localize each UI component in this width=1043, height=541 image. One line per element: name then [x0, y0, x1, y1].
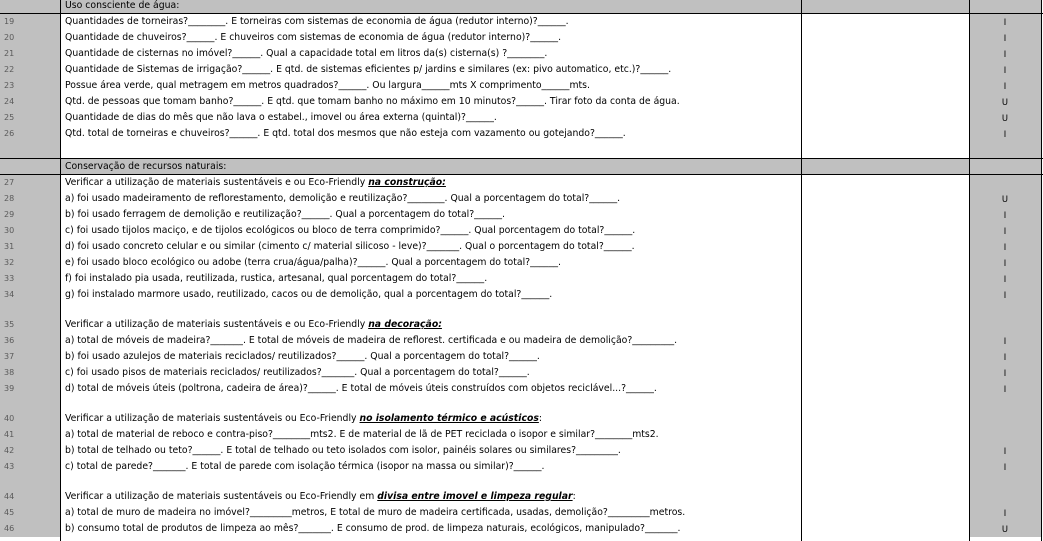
- type-code: [969, 303, 1041, 317]
- answer-cell[interactable]: [801, 521, 969, 537]
- question-row: [0, 126, 1043, 142]
- row-number: 40: [0, 411, 60, 427]
- row-number: 41: [0, 427, 60, 443]
- type-code: I: [969, 381, 1041, 397]
- row-number: 26: [0, 126, 60, 142]
- question-text: Quantidade de chuveiros?______. E chuveiros com sistemas de economia de água (redutor interno)?______.: [60, 30, 801, 46]
- row-number: 32: [0, 255, 60, 271]
- question-row: [0, 505, 1043, 521]
- type-code: I: [969, 14, 1041, 30]
- question-row: [0, 333, 1043, 349]
- type-code: [969, 0, 1041, 14]
- type-code: I: [969, 271, 1041, 287]
- row-number: [0, 0, 60, 14]
- question-text: Qtd. de pessoas que tomam banho?______. E qtd. que tomam banho no máximo em 10 minutos?______. Tirar foto da conta de água.: [60, 94, 801, 110]
- answer-cell: [801, 303, 969, 317]
- type-code: I: [969, 287, 1041, 303]
- answer-cell[interactable]: [801, 349, 969, 365]
- question-text: Quantidade de Sistemas de irrigação?______. E qtd. de sistemas eficientes p/ jardins e similares (ex: pivo automatico, etc.)?______.: [60, 62, 801, 78]
- question-row: [0, 349, 1043, 365]
- answer-cell[interactable]: [801, 159, 969, 175]
- type-code: U: [969, 94, 1041, 110]
- question-text: Quantidades de torneiras?________. E torneiras com sistemas de economia de água (redutor interno)?______.: [60, 14, 801, 30]
- type-code: I: [969, 365, 1041, 381]
- question-text: [60, 411, 801, 427]
- row-number: [0, 159, 60, 175]
- answer-cell[interactable]: [801, 489, 969, 505]
- type-code: I: [969, 30, 1041, 46]
- type-code: I: [969, 62, 1041, 78]
- question-row: [0, 443, 1043, 459]
- type-code: [969, 427, 1041, 443]
- type-code: [969, 317, 1041, 333]
- type-code: I: [969, 239, 1041, 255]
- answer-cell[interactable]: [801, 30, 969, 46]
- row-number: 37: [0, 349, 60, 365]
- title-prefix: Verificar a utilização de materiais sustentáveis e ou Eco-Friendly: [65, 319, 369, 330]
- question-row: [0, 459, 1043, 475]
- question-text: g) foi instalado marmore usado, reutilizado, cacos ou de demolição, qual a porcentagem do total?______.: [60, 287, 801, 303]
- title-prefix: Verificar a utilização de materiais sustentáveis ou Eco-Friendly: [65, 413, 360, 424]
- question-row: [0, 287, 1043, 303]
- row-number: 35: [0, 317, 60, 333]
- column-rule: [60, 0, 61, 541]
- empty-row: [0, 142, 1043, 158]
- question-row: [0, 191, 1043, 207]
- type-code: I: [969, 443, 1041, 459]
- spacer-text: [60, 397, 801, 411]
- question-row: [0, 381, 1043, 397]
- question-row: [0, 255, 1043, 271]
- row-number: 38: [0, 365, 60, 381]
- question-text: a) total de material de reboco e contra-piso?________mts2. E de material de lã de PET reciclada o isopor e similar?________mts2.: [60, 427, 801, 443]
- row-number: 21: [0, 46, 60, 62]
- question-text: d) foi usado concreto celular e ou similar (cimento c/ material silicoso - leve)?_______. Qual o porcentagem do total?______.: [60, 239, 801, 255]
- group-title-row: [0, 175, 1043, 191]
- type-code: [969, 475, 1041, 489]
- row-number: 23: [0, 78, 60, 94]
- section-header-row: [0, 159, 1043, 175]
- row-number: 39: [0, 381, 60, 397]
- answer-cell[interactable]: [801, 78, 969, 94]
- row-number: [0, 142, 60, 158]
- title-emphasis: na decoração:: [368, 319, 442, 330]
- group-title-row: [0, 411, 1043, 427]
- row-number: 46: [0, 521, 60, 537]
- type-code: I: [969, 349, 1041, 365]
- answer-cell[interactable]: [801, 427, 969, 443]
- question-text: f) foi instalado pia usada, reutilizada, rustica, artesanal, qual porcentagem do total?______.: [60, 271, 801, 287]
- type-code: I: [969, 333, 1041, 349]
- type-code: I: [969, 255, 1041, 271]
- question-row: [0, 78, 1043, 94]
- spacer-text: [60, 303, 801, 317]
- question-text: [60, 175, 801, 191]
- type-code: [969, 159, 1041, 175]
- title-prefix: Verificar a utilização de materiais sustentáveis e ou Eco-Friendly: [65, 177, 369, 188]
- row-number: [0, 397, 60, 411]
- type-code: [969, 175, 1041, 191]
- group-title-row: [0, 489, 1043, 505]
- answer-cell[interactable]: [801, 239, 969, 255]
- answer-cell[interactable]: [801, 443, 969, 459]
- question-text: b) total de telhado ou teto?______. E total de telhado ou teto isolados com isolor, painéis solares ou similares?_________.: [60, 443, 801, 459]
- spacer-text: [60, 475, 801, 489]
- answer-cell[interactable]: [801, 459, 969, 475]
- title-suffix: :: [538, 413, 543, 424]
- section-header: Conservação de recursos naturais:: [60, 159, 801, 175]
- row-number: 34: [0, 287, 60, 303]
- question-row: [0, 521, 1043, 537]
- title-emphasis: no isolamento térmico e acústicos: [359, 413, 539, 424]
- answer-cell[interactable]: [801, 411, 969, 427]
- type-code: I: [969, 126, 1041, 142]
- row-number: 44: [0, 489, 60, 505]
- answer-cell[interactable]: [801, 175, 969, 191]
- title-prefix: Verificar a utilização de materiais sustentáveis ou Eco-Friendly em: [65, 491, 378, 502]
- question-row: [0, 239, 1043, 255]
- answer-cell[interactable]: [801, 0, 969, 14]
- question-row: [0, 94, 1043, 110]
- question-row: [0, 271, 1043, 287]
- answer-cell: [801, 475, 969, 489]
- answer-cell[interactable]: [801, 110, 969, 126]
- question-text: Quantidade de dias do mês que não lava o estabel., imovel ou área externa (quintal)?______.: [60, 110, 801, 126]
- row-number: 28: [0, 191, 60, 207]
- type-code: [969, 397, 1041, 411]
- question-row: [0, 14, 1043, 30]
- answer-cell[interactable]: [801, 14, 969, 30]
- question-text: b) consumo total de produtos de limpeza ao mês?_______. E consumo de prod. de limpeza naturais, ecológicos, manipulado?_______.: [60, 521, 801, 537]
- answer-cell[interactable]: [801, 381, 969, 397]
- row-number: 22: [0, 62, 60, 78]
- question-text: b) foi usado ferragem de demolição e reutilização?______. Qual a porcentagem do total?______.: [60, 207, 801, 223]
- row-number: 27: [0, 175, 60, 191]
- type-code: [969, 489, 1041, 505]
- answer-cell[interactable]: [801, 94, 969, 110]
- row-number: 25: [0, 110, 60, 126]
- title-emphasis: na construção:: [368, 177, 446, 188]
- section-header: Uso consciente de água:: [60, 0, 801, 14]
- type-code: U: [969, 521, 1041, 537]
- question-row: [0, 110, 1043, 126]
- question-row: [0, 62, 1043, 78]
- type-code: I: [969, 207, 1041, 223]
- question-text: e) foi usado bloco ecológico ou adobe (terra crua/água/palha)?______. Qual a porcentagem do total?______.: [60, 255, 801, 271]
- row-number: 19: [0, 14, 60, 30]
- type-code: [969, 142, 1041, 158]
- answer-cell[interactable]: [801, 505, 969, 521]
- question-text: [60, 142, 801, 158]
- answer-cell[interactable]: [801, 126, 969, 142]
- row-number: 29: [0, 207, 60, 223]
- question-text: [60, 317, 801, 333]
- answer-cell[interactable]: [801, 317, 969, 333]
- question-text: [60, 489, 801, 505]
- question-row: [0, 365, 1043, 381]
- title-suffix: :: [572, 491, 576, 502]
- type-code: I: [969, 78, 1041, 94]
- column-rule: [969, 0, 970, 541]
- answer-cell[interactable]: [801, 255, 969, 271]
- question-text: c) total de parede?_______. E total de parede com isolação térmica (isopor na massa ou similar)?______.: [60, 459, 801, 475]
- type-code: I: [969, 505, 1041, 521]
- question-text: b) foi usado azulejos de materiais reciclados/ reutilizados?______. Qual a porcentagem do total?______.: [60, 349, 801, 365]
- question-row: [0, 427, 1043, 443]
- answer-cell[interactable]: [801, 191, 969, 207]
- row-number: [0, 475, 60, 489]
- answer-cell[interactable]: [801, 333, 969, 349]
- answer-cell: [801, 397, 969, 411]
- row-number: 31: [0, 239, 60, 255]
- spacer-row: [0, 303, 1043, 317]
- question-text: a) foi usado madeiramento de reflorestamento, demolição e reutilização?________. Qual a porcentagem do total?______.: [60, 191, 801, 207]
- group-title-row: [0, 317, 1043, 333]
- question-text: d) total de móveis úteis (poltrona, cadeira de área)?______. E total de móveis úteis construídos com objetos reciclável...?______.: [60, 381, 801, 397]
- type-code: I: [969, 46, 1041, 62]
- row-number: 30: [0, 223, 60, 239]
- answer-cell[interactable]: [801, 207, 969, 223]
- row-number: 45: [0, 505, 60, 521]
- spacer-row: [0, 475, 1043, 489]
- row-number: 20: [0, 30, 60, 46]
- answer-cell[interactable]: [801, 62, 969, 78]
- question-row: [0, 46, 1043, 62]
- question-row: [0, 223, 1043, 239]
- answer-cell[interactable]: [801, 223, 969, 239]
- row-number: 43: [0, 459, 60, 475]
- type-code: I: [969, 223, 1041, 239]
- question-text: a) total de muro de madeira no imóvel?_________metros, E total de muro de madeira certificada, usadas, demolição?_________metros.: [60, 505, 801, 521]
- row-number: 33: [0, 271, 60, 287]
- type-code: U: [969, 110, 1041, 126]
- question-text: Qtd. total de torneiras e chuveiros?______. E qtd. total dos mesmos que não esteja com vazamento ou gotejando?______.: [60, 126, 801, 142]
- column-rule: [1041, 0, 1042, 541]
- question-text: c) foi usado pisos de materiais reciclados/ reutilizados?_______. Qual a porcentagem do total?______.: [60, 365, 801, 381]
- question-text: a) total de móveis de madeira?_______. E total de móveis de madeira de reflorest. certificada e ou madeira de demolição?_________.: [60, 333, 801, 349]
- column-rule: [801, 0, 802, 541]
- type-code: U: [969, 191, 1041, 207]
- row-number: 36: [0, 333, 60, 349]
- answer-cell[interactable]: [801, 142, 969, 158]
- question-text: c) foi usado tijolos maciço, e de tijolos ecológicos ou bloco de terra comprimido?______. Qual porcentagem do total?______.: [60, 223, 801, 239]
- row-number: [0, 303, 60, 317]
- question-row: [0, 30, 1043, 46]
- question-row: [0, 207, 1043, 223]
- answer-cell[interactable]: [801, 271, 969, 287]
- answer-cell[interactable]: [801, 287, 969, 303]
- row-number: 42: [0, 443, 60, 459]
- row-number: 24: [0, 94, 60, 110]
- question-text: Quantidade de cisternas no imóvel?______. Qual a capacidade total em litros da(s) cisterna(s) ?________.: [60, 46, 801, 62]
- answer-cell[interactable]: [801, 365, 969, 381]
- spacer-row: [0, 397, 1043, 411]
- answer-cell[interactable]: [801, 46, 969, 62]
- title-emphasis: divisa entre imovel e limpeza regular: [377, 491, 573, 502]
- question-text: Possue área verde, qual metragem em metros quadrados?______. Ou largura______mts X comprimento______mts.: [60, 78, 801, 94]
- section-header-row: [0, 0, 1043, 14]
- type-code: [969, 411, 1041, 427]
- type-code: I: [969, 459, 1041, 475]
